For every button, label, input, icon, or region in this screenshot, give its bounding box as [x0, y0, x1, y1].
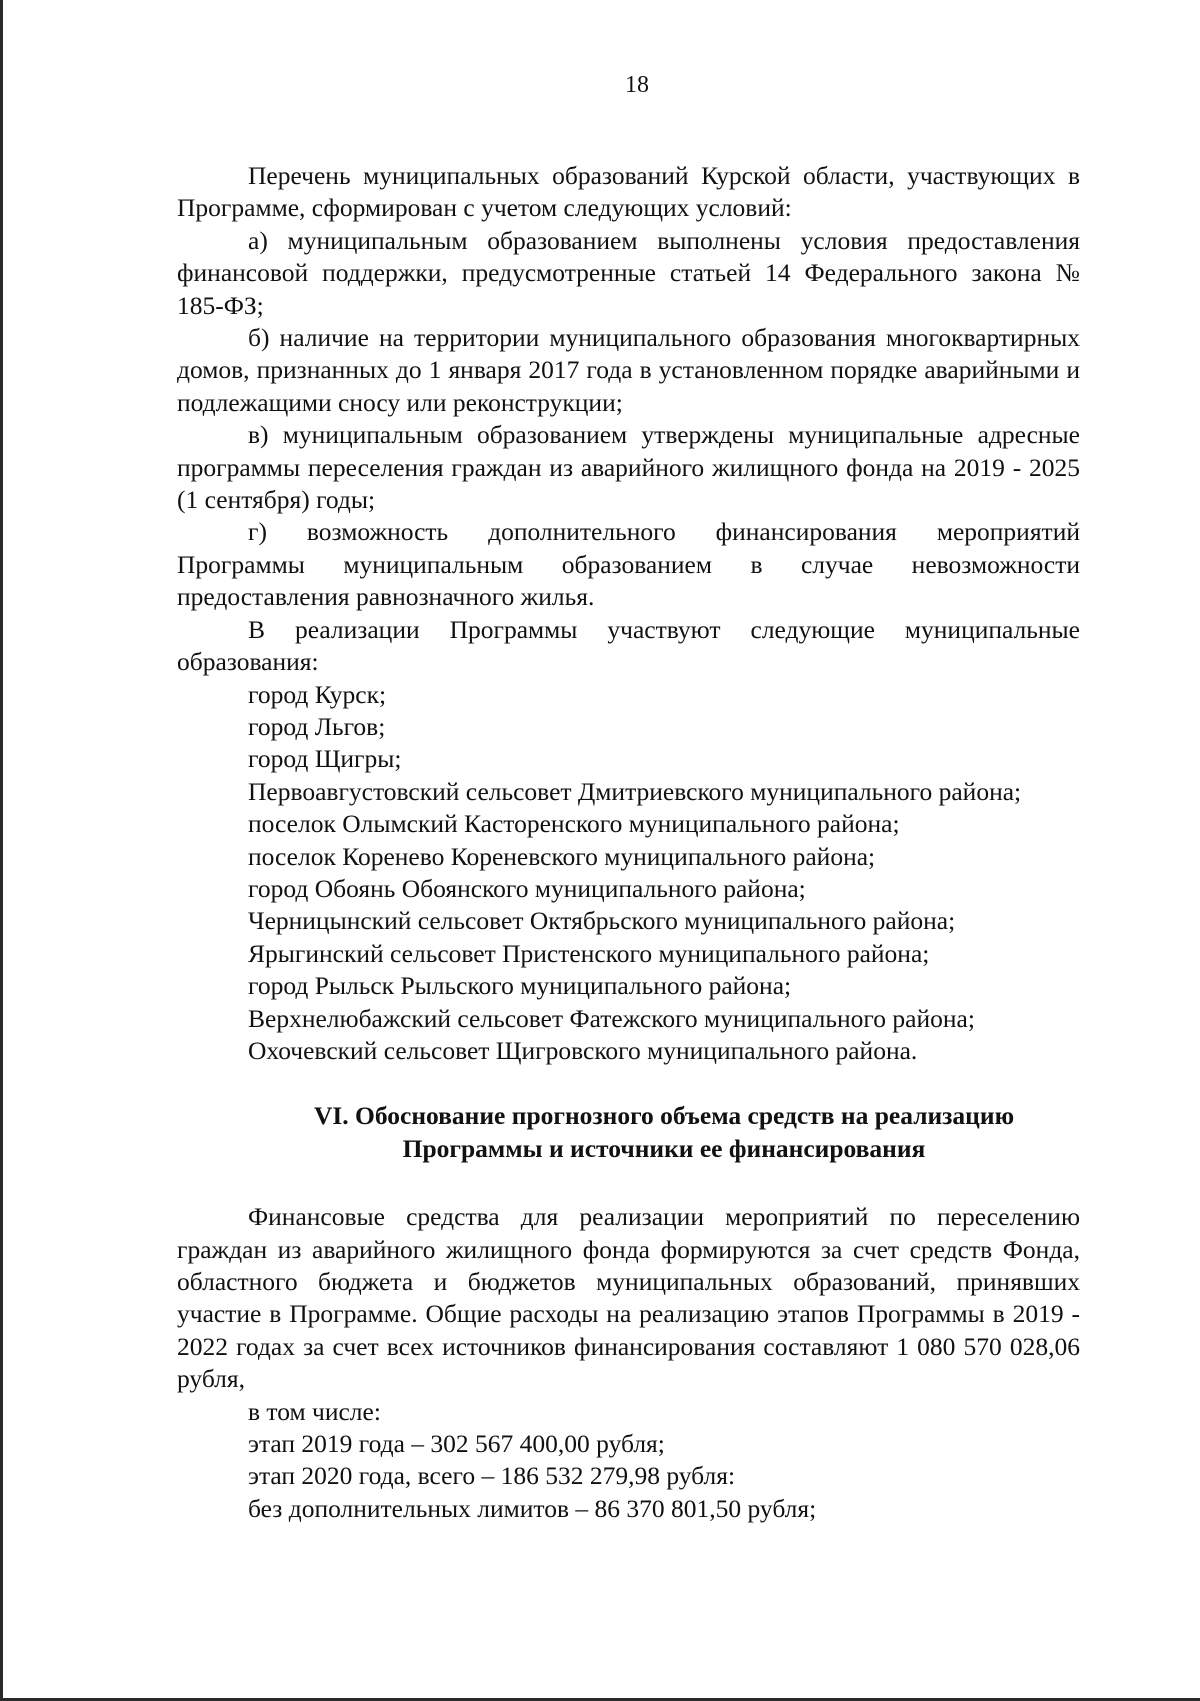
page-number: 18	[625, 72, 649, 98]
paragraph-condition-a: а) муниципальным образованием выполнены условия предоставления финансовой поддержки, предусмотренные статьей 14 Федерального закона № 185-ФЗ;	[177, 225, 1080, 320]
section-heading-line-2: Программы и источники ее финансирования	[402, 1133, 926, 1163]
paragraph-financing: Финансовые средства для реализации мероприятий по переселению граждан из аварийного жилищного фонда формируются за счет средств Фонда, областного бюджета и бюджетов муниципальных образований, принявших участие в Программе. Общие расходы на реализацию этапов Программы в 2019 - 2022 годах за счет всех источников финансирования составляют 1 080 570 028,06 рубля,	[177, 1202, 1080, 1394]
list-item: этап 2020 года, всего – 186 532 279,98 рубля:	[248, 1461, 736, 1491]
list-item: Верхнелюбажский сельсовет Фатежского муниципального района;	[248, 1003, 975, 1033]
paragraph-intro: Перечень муниципальных образований Курской области, участвующих в Программе, сформирован с учетом следующих условий:	[177, 161, 1080, 223]
document-body	[177, 160, 1080, 1525]
list-item: город Щигры;	[248, 744, 402, 774]
list-item: этап 2019 года – 302 567 400,00 рубля;	[248, 1429, 665, 1459]
list-item: поселок Коренево Кореневского муниципального района;	[248, 841, 876, 871]
section-heading-line-1: VI. Обоснование прогнозного объема средств на реализацию	[313, 1101, 1015, 1131]
list-item: без дополнительных лимитов – 86 370 801,50 рубля;	[248, 1493, 817, 1523]
paragraph-participants: В реализации Программы участвуют следующие муниципальные образования:	[177, 614, 1080, 677]
list-item: город Обоянь Обоянского муниципального района;	[248, 873, 806, 903]
list-item: город Курск;	[248, 679, 387, 709]
list-item: Черницынский сельсовет Октябрьского муниципального района;	[248, 906, 956, 936]
list-item: в том числе:	[248, 1396, 381, 1426]
list-item: Ярыгинский сельсовет Пристенского муниципального района;	[248, 938, 930, 968]
list-item: Охочевский сельсовет Щигровского муниципального района.	[248, 1035, 918, 1065]
scan-edge-left	[0, 0, 3, 1701]
paragraph-condition-b: б) наличие на территории муниципального образования многоквартирных домов, признанных до 1 января 2017 года в установленном порядке аварийными и подлежащими сносу или реконструкции;	[177, 323, 1080, 417]
list-item: город Рыльск Рыльского муниципального района;	[248, 971, 792, 1001]
paragraph-condition-v: в) муниципальным образованием утверждены муниципальные адресные программы переселения граждан из аварийного жилищного фонда на 2019 - 2025 (1 сентября) годы;	[177, 420, 1080, 515]
list-item: поселок Олымский Касторенского муниципального района;	[248, 809, 900, 839]
list-item: город Льгов;	[248, 711, 386, 741]
list-item: Первоавгустовский сельсовет Дмитриевского муниципального района;	[248, 776, 1022, 806]
paragraph-condition-g: г) возможность дополнительного финансирования мероприятий Программы муниципальным образованием в случае невозможности предоставления равнозначного жилья.	[177, 517, 1080, 612]
